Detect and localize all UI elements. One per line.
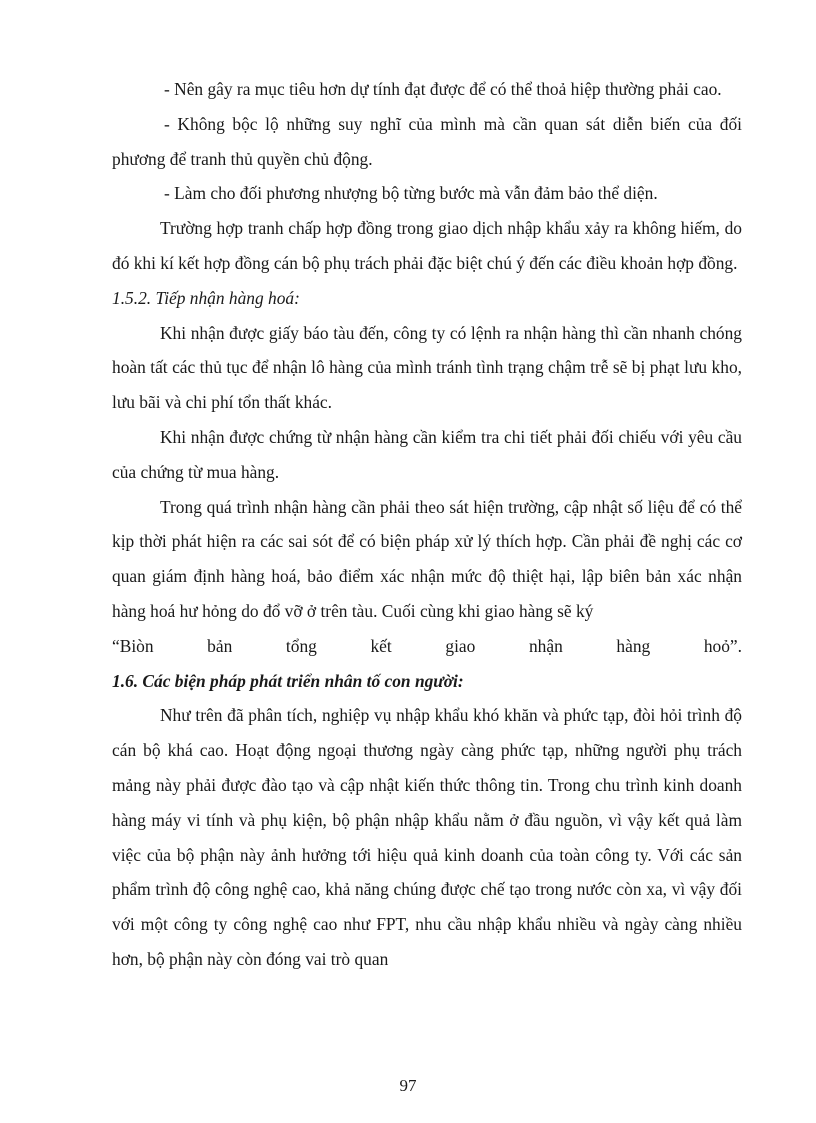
body-paragraph: Trong quá trình nhận hàng cần phải theo sát hiện trường, cập nhật số liệu để có thể kịp thời phát hiện ra các sai sót để có biện pháp xử lý thích hợp. Cần phải đề nghị các cơ quan giám định hàng hoá, bảo điểm xác nhận mức độ thiệt hại, lập biên bản xác nhận hàng hoá hư hỏng do đổ vỡ ở trên tàu. Cuối cùng khi giao hàng sẽ ký (112, 496, 742, 621)
page-body (112, 72, 742, 977)
bullet-paragraph-3: - Làm cho đối phương nhượng bộ từng bước mà vẫn đảm bảo thể diện. (164, 183, 658, 204)
body-paragraph-continuation: “Biòn bản tổng kết giao nhận hàng hoỏ”. (112, 635, 742, 656)
page-number: 97 (399, 1076, 417, 1095)
body-paragraph: Như trên đã phân tích, nghiệp vụ nhập khẩu khó khăn và phức tạp, đòi hỏi trình độ cán bộ khá cao. Hoạt động ngoại thương ngày càng phức tạp, những người phụ trách mảng này phải được đào tạo và cập nhật kiến thức thông tin. Trong chu trình kinh doanh hàng máy vi tính và phụ kiện, bộ phận nhập khẩu nằm ở đầu nguồn, vì vậy kết quả làm việc của bộ phận này ảnh hưởng tới hiệu quả kinh doanh của toàn công ty. Với các sản phẩm trình độ công nghệ cao, khả năng chúng được chế tạo trong nước còn xa, vì vậy đối với một công ty công nghệ cao như FPT, nhu cầu nhập khẩu nhiều và ngày càng nhiều hơn, bộ phận này còn đóng vai trò quan (112, 705, 742, 969)
bullet-paragraph-1: - Nên gây ra mục tiêu hơn dự tính đạt được để có thể thoả hiệp thường phải cao. (164, 79, 722, 99)
bullet-paragraph-2: - Không bộc lộ những suy nghĩ của mình mà cần quan sát diễn biến của đối phương để tranh thủ quyền chủ động. (112, 113, 742, 169)
body-paragraph: Khi nhận được chứng từ nhận hàng cần kiểm tra chi tiết phải đối chiếu với yêu cầu của chứng từ mua hàng. (112, 426, 742, 482)
body-paragraph: Trường hợp tranh chấp hợp đồng trong giao dịch nhập khẩu xảy ra không hiếm, do đó khi kí kết hợp đồng cán bộ phụ trách phải đặc biệt chú ý đến các điều khoản hợp đồng. (112, 218, 742, 273)
section-subheading: 1.5.2. Tiếp nhận hàng hoá: (112, 287, 300, 308)
body-paragraph: Khi nhận được giấy báo tàu đến, công ty có lệnh ra nhận hàng thì cần nhanh chóng hoàn tất các thủ tục để nhận lô hàng của mình tránh tình trạng chậm trễ sẽ bị phạt lưu kho, lưu bãi và chi phí tổn thất khác. (112, 322, 742, 413)
section-heading: 1.6. Các biện pháp phát triển nhân tố con người: (112, 670, 464, 691)
